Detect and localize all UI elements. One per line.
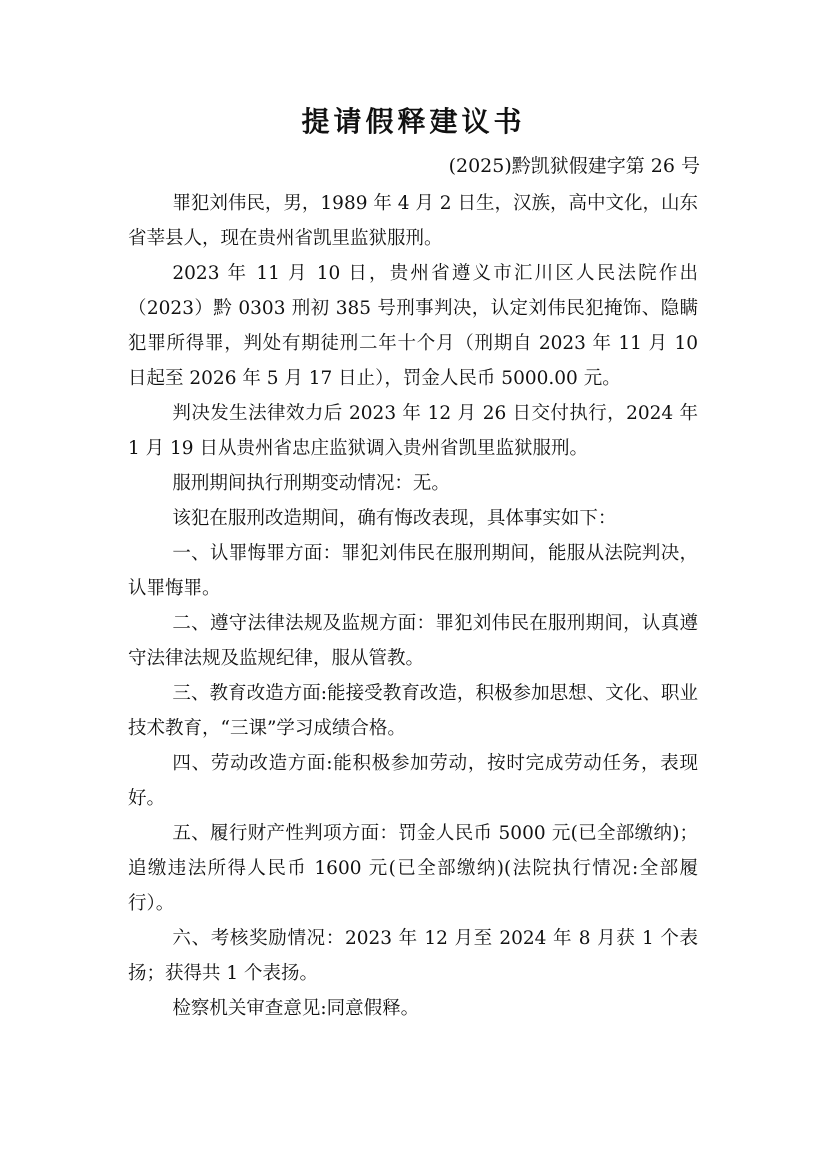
paragraph-point-3: 三、教育改造方面:能接受教育改造，积极参加思想、文化、职业技术教育，“三课”学习成绩合格。 xyxy=(128,683,698,739)
paragraph-procuratorate-opinion: 检察机关审查意见:同意假释。 xyxy=(172,998,420,1019)
paragraph-judgment: 2023 年 11 月 10 日，贵州省遵义市汇川区人民法院作出（2023）黔 0303 刑初 385 号刑事判决，认定刘伟民犯掩饰、隐瞒犯罪所得罪，判处有期徒刑二年十个月（刑期自 2023 年 11 月 10 日起至 2026 年 5 月 17 日止），罚金人民币 5000.00 元。 xyxy=(128,263,698,389)
paragraph-point-4: 四、劳动改造方面:能积极参加劳动，按时完成劳动任务，表现好。 xyxy=(128,753,698,809)
document-title: 提请假释建议书 xyxy=(301,105,526,138)
paragraph-point-5: 五、履行财产性判项方面：罚金人民币 5000 元(已全部缴纳)；追缴违法所得人民币 1600 元(已全部缴纳)(法院执行情况:全部履行）。 xyxy=(128,823,698,914)
paragraph-repentance-intro: 该犯在服刑改造期间，确有悔改表现，具体事实如下： xyxy=(172,508,617,529)
paragraph-execution: 判决发生法律效力后 2023 年 12 月 26 日交付执行，2024 年 1 月 19 日从贵州省忠庄监狱调入贵州省凯里监狱服刑。 xyxy=(128,403,698,459)
paragraph-criminal-info: 罪犯刘伟民，男，1989 年 4 月 2 日生，汉族，高中文化，山东省莘县人，现在贵州省凯里监狱服刑。 xyxy=(128,193,698,249)
paragraph-point-1: 一、认罪悔罪方面：罪犯刘伟民在服刑期间，能服从法院判决，认罪悔罪。 xyxy=(128,543,698,599)
paragraph-point-6: 六、考核奖励情况：2023 年 12 月至 2024 年 8 月获 1 个表扬；获得共 1 个表扬。 xyxy=(128,928,698,984)
paragraph-point-2: 二、遵守法律法规及监规方面：罪犯刘伟民在服刑期间，认真遵守法律法规及监规纪律，服从管教。 xyxy=(128,613,698,669)
document-number: (2025)黔凯狱假建字第 26 号 xyxy=(448,155,700,177)
document-body xyxy=(128,186,698,1026)
paragraph-sentence-change: 服刑期间执行刑期变动情况：无。 xyxy=(172,473,450,494)
